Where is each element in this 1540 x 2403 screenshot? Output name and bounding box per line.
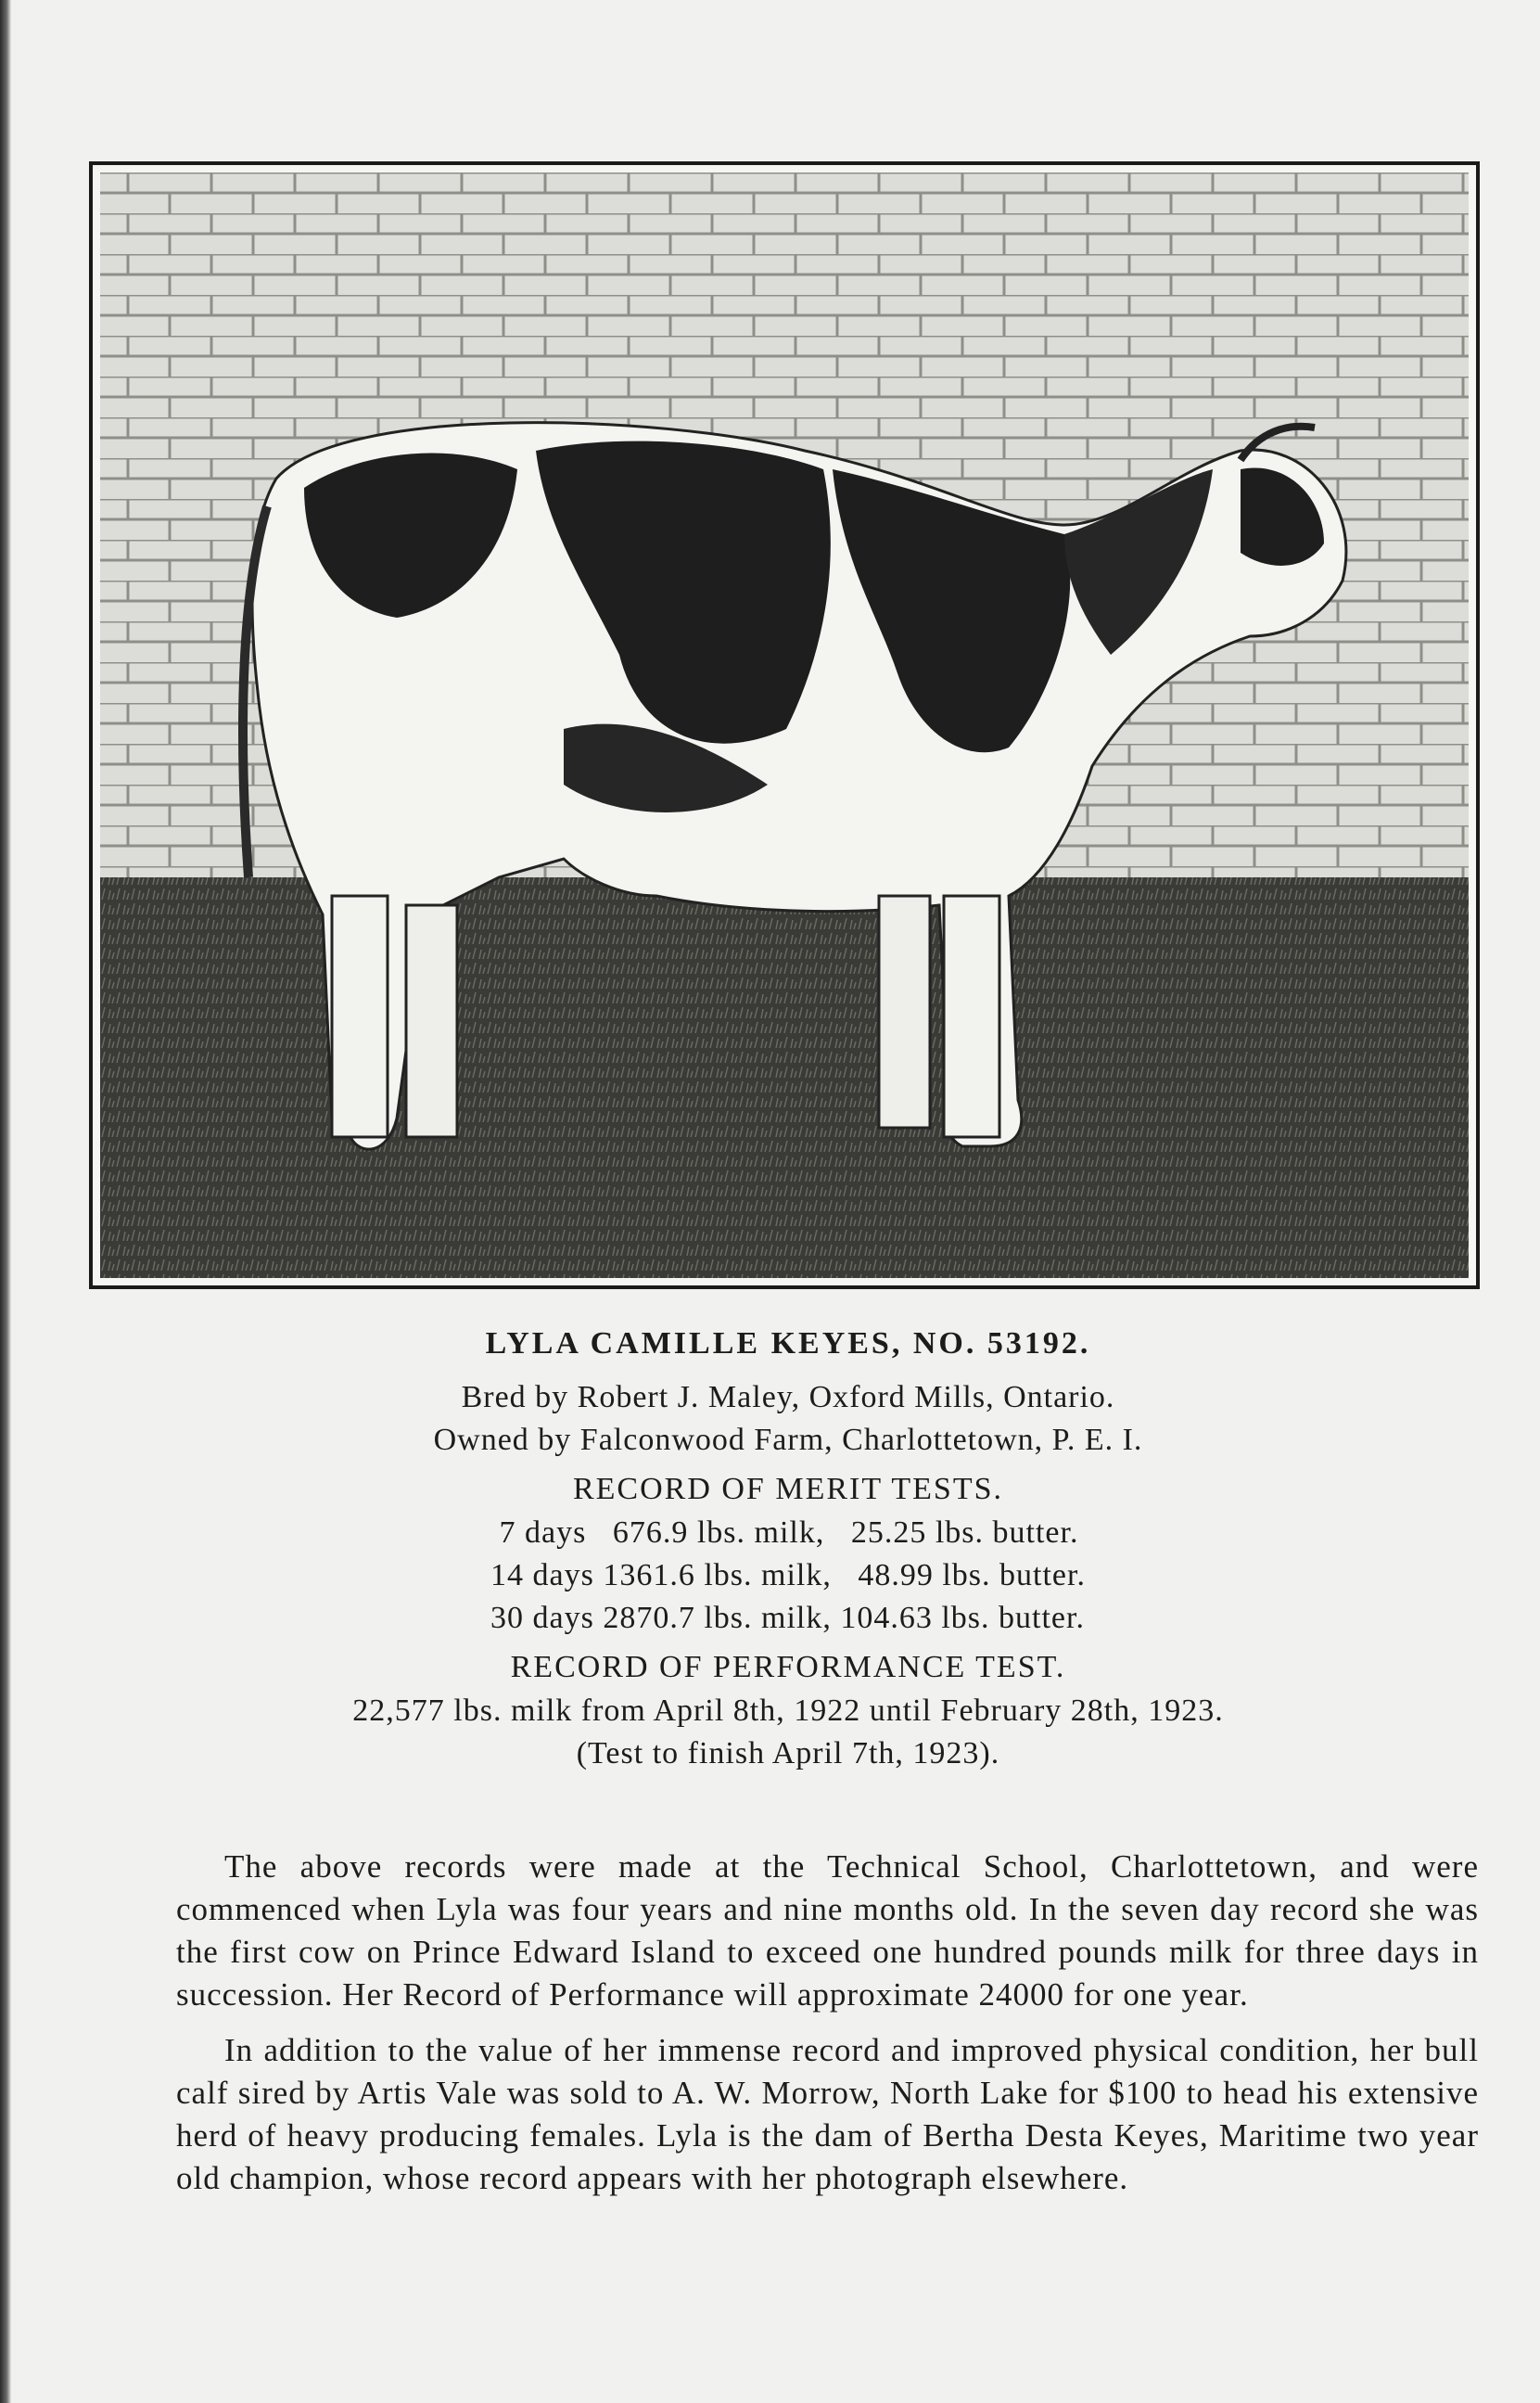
grass-ground [100,877,1469,1278]
cow-photograph [89,161,1480,1289]
bred-by-line: Bred by Robert J. Maley, Oxford Mills, Ontario. [461,1380,1115,1414]
performance-line-1: 22,577 lbs. milk from April 8th, 1922 until February 28th, 1923. [352,1694,1224,1728]
performance-line-2: (Test to finish April 7th, 1923). [576,1736,1000,1770]
merit-test-row: 14 days 1361.6 lbs. milk, 48.99 lbs. butter. [490,1558,1086,1592]
body-paragraph-1: The above records were made at the Technical School, Charlottetown, and were commenced when Lyla was four years and nine months old. In the seven day record she was the first cow on Prince Edward Island to exceed one hundred pounds milk for three days in succession. Her Record of Performance will approximate 24000 for one year. [176,1848,1479,2013]
body-text [176,1846,1479,2213]
performance-test-heading: RECORD OF PERFORMANCE TEST. [510,1650,1066,1684]
owned-by-line: Owned by Falconwood Farm, Charlottetown, P. E. I. [433,1423,1143,1457]
merit-tests-heading: RECORD OF MERIT TESTS. [572,1472,1004,1506]
body-paragraph-2: In addition to the value of her immense record and improved physical condition, her bull calf sired by Artis Vale was sold to A. W. Morrow, North Lake for $100 to head his extensive herd of heavy producing females. Lyla is the dam of Bertha Desta Keyes, Maritime two year old champion, whose record appears with her photograph elsewhere. [176,2032,1479,2196]
merit-tests-list [490,1512,1086,1640]
page-edge [0,0,11,2403]
cow-photograph-icon [100,173,1469,1278]
cow-title: LYLA CAMILLE KEYES, NO. 53192. [485,1326,1091,1361]
merit-test-row: 30 days 2870.7 lbs. milk, 104.63 lbs. butter. [490,1601,1085,1635]
merit-test-row: 7 days 676.9 lbs. milk, 25.25 lbs. butter. [490,1515,1079,1550]
caption-block [139,1326,1437,1775]
